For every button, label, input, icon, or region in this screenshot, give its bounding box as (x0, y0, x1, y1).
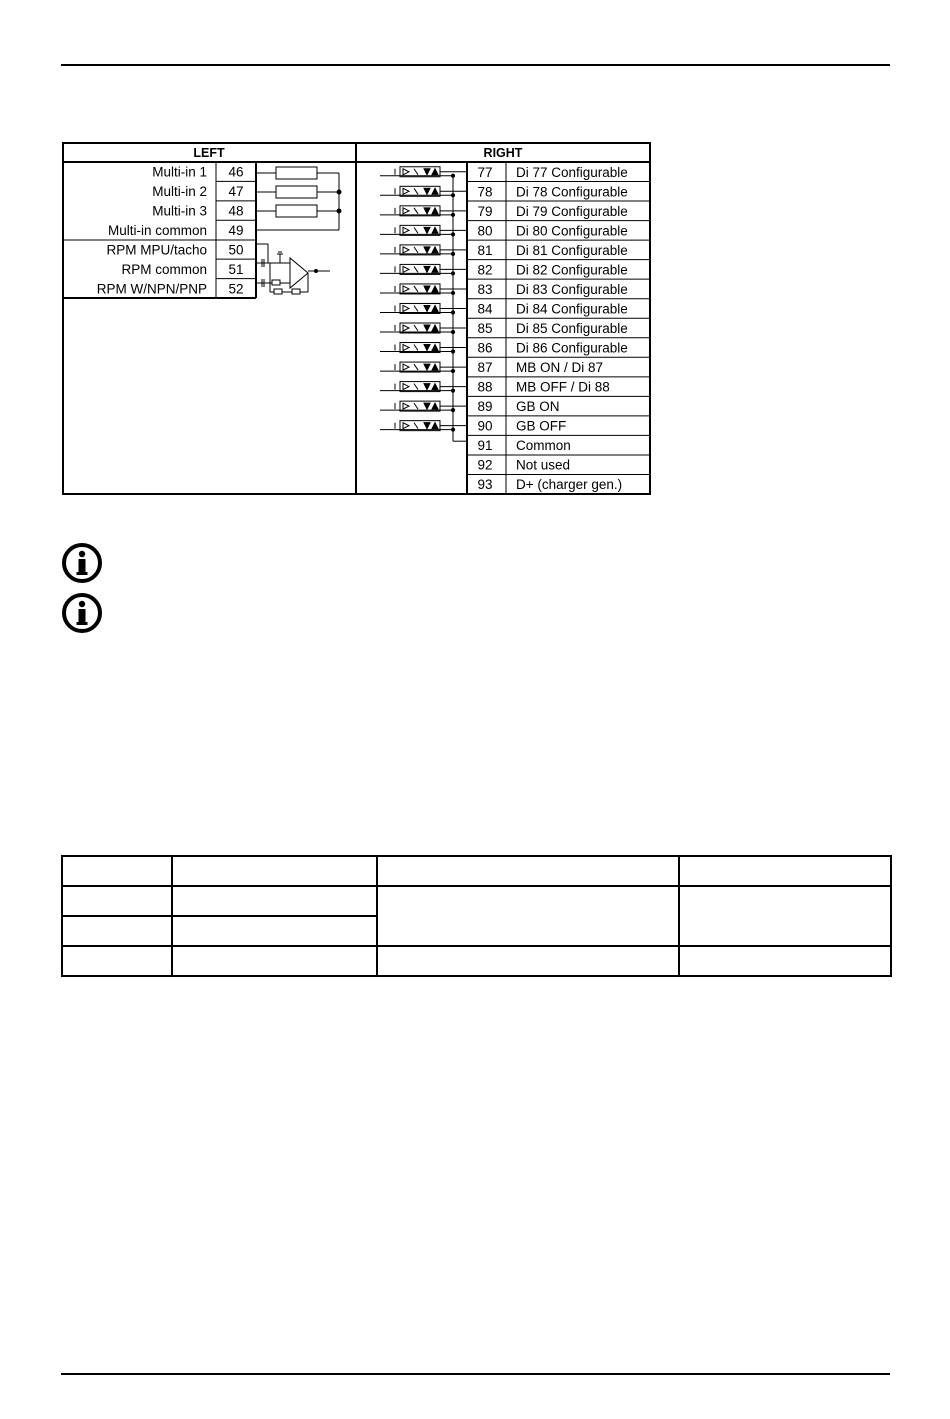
optocoupler-symbol (380, 167, 467, 178)
left-terminal-number: 51 (228, 261, 244, 277)
right-row-label: GB OFF (516, 418, 567, 434)
left-terminal-number: 48 (228, 203, 244, 219)
table-row (62, 946, 891, 976)
optocoupler-symbol (380, 323, 467, 334)
table-cell (172, 946, 377, 976)
left-terminal-number: 50 (228, 242, 244, 258)
table-cell (62, 856, 172, 886)
info-icon (61, 592, 103, 634)
table-cell (62, 916, 172, 946)
table-cell (377, 856, 679, 886)
right-terminal-number: 80 (477, 223, 493, 239)
table-cell (679, 856, 891, 886)
multi-input-resistor-symbols (256, 167, 341, 230)
right-row-label: Not used (516, 457, 571, 473)
right-terminal-number: 79 (477, 203, 493, 219)
right-terminal-number: 85 (477, 321, 493, 337)
right-row-label: Di 79 Configurable (516, 203, 628, 219)
right-terminal-number: 89 (477, 399, 493, 415)
right-terminal-number: 90 (477, 418, 493, 434)
right-row-label: Common (516, 438, 571, 454)
right-row-label: MB ON / Di 87 (516, 360, 604, 376)
right-terminal-number: 78 (477, 184, 493, 200)
right-terminal-number: 88 (477, 379, 493, 395)
table-cell (62, 886, 172, 916)
optocoupler-symbol (380, 362, 467, 373)
left-terminal-number: 47 (228, 184, 244, 200)
right-terminal-number: 83 (477, 281, 493, 297)
optocoupler-symbol (380, 206, 467, 217)
optocoupler-symbol (380, 225, 467, 236)
right-terminal-number: 87 (477, 360, 493, 376)
optocoupler-symbol (380, 186, 467, 197)
left-row-label: RPM MPU/tacho (106, 242, 207, 258)
right-row-label: Di 85 Configurable (516, 321, 628, 337)
right-row-label: GB ON (516, 399, 560, 415)
left-header: LEFT (193, 146, 225, 160)
spec-table (61, 855, 892, 977)
right-header: RIGHT (483, 146, 523, 160)
optocoupler-symbol (380, 382, 467, 393)
left-row-label: RPM common (121, 261, 207, 277)
table-cell (172, 856, 377, 886)
right-terminal-number: 81 (477, 242, 493, 258)
right-row-label: Di 86 Configurable (516, 340, 628, 356)
right-terminal-number: 84 (477, 301, 493, 317)
table-cell (377, 886, 679, 946)
optocoupler-symbol (380, 264, 467, 275)
optocoupler-symbol (380, 303, 467, 314)
left-row-label: Multi-in common (107, 223, 207, 239)
right-terminal-number: 91 (477, 438, 493, 454)
table-cell (172, 916, 377, 946)
left-row-label: Multi-in 3 (152, 203, 207, 219)
digital-input-optocoupler-symbols (380, 167, 467, 441)
right-terminal-number: 82 (477, 262, 493, 278)
table-row (62, 886, 891, 916)
table-header-row (62, 856, 891, 886)
optocoupler-symbol (380, 401, 467, 412)
right-row-label: Di 82 Configurable (516, 262, 628, 278)
left-terminal-number: 49 (228, 223, 244, 239)
right-row-label: D+ (charger gen.) (516, 477, 623, 493)
rpm-input-circuit-symbol (256, 244, 330, 294)
right-terminal-labels (477, 165, 627, 492)
right-terminal-number: 93 (477, 477, 493, 493)
info-icon (61, 542, 103, 584)
left-row-label: RPM W/NPN/PNP (96, 281, 207, 297)
left-terminal-number: 52 (228, 281, 244, 297)
optocoupler-symbol (380, 343, 467, 354)
right-terminal-number: 86 (477, 340, 493, 356)
left-row-label: Multi-in 1 (152, 164, 207, 180)
table-cell (679, 946, 891, 976)
right-row-label: MB OFF / Di 88 (516, 379, 610, 395)
left-row-label: Multi-in 2 (152, 184, 207, 200)
left-terminal-labels (97, 165, 244, 297)
table-cell (62, 946, 172, 976)
optocoupler-symbol (380, 245, 467, 256)
table-cell (172, 886, 377, 916)
left-terminal-number: 46 (228, 164, 244, 180)
right-row-label: Di 81 Configurable (516, 242, 628, 258)
table-cell (377, 946, 679, 976)
optocoupler-symbol (380, 284, 467, 295)
right-terminal-number: 77 (477, 164, 493, 180)
footer-rule (61, 1373, 890, 1375)
right-row-label: Di 84 Configurable (516, 301, 628, 317)
right-row-label: Di 83 Configurable (516, 281, 628, 297)
right-row-label: Di 77 Configurable (516, 164, 628, 180)
optocoupler-symbol (380, 421, 467, 432)
right-row-label: Di 78 Configurable (516, 184, 628, 200)
right-terminal-number: 92 (477, 457, 493, 473)
right-row-label: Di 80 Configurable (516, 223, 628, 239)
table-cell (679, 886, 891, 946)
